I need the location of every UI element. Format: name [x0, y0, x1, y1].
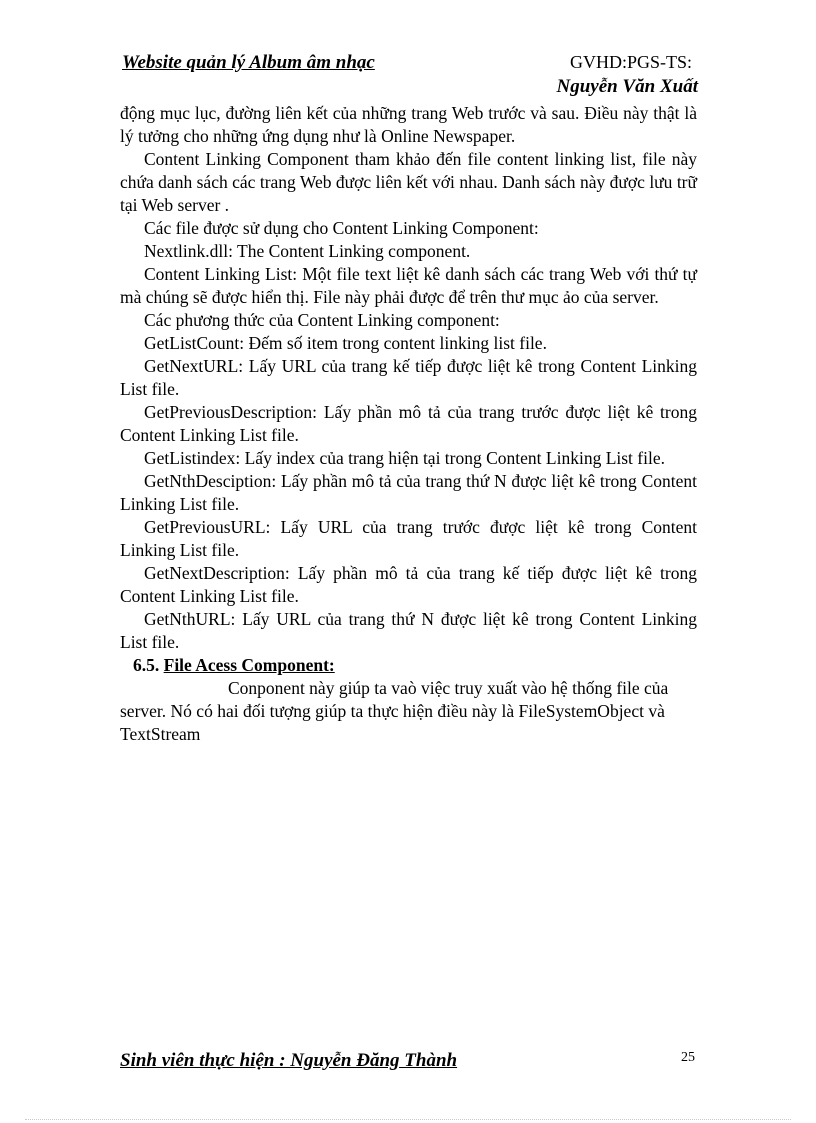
paragraph: GetListindex: Lấy index của trang hiện tại trong Content Linking List file. — [144, 448, 665, 468]
section-number: 6.5. — [133, 655, 160, 675]
paragraph: GetNthDesciption: Lấy phần mô tả của trang thứ N được liệt kê trong Content Linking List file. — [120, 471, 697, 514]
paragraph: Nextlink.dll: The Content Linking component. — [144, 241, 471, 261]
paragraph: Content Linking Component tham khảo đến file content linking list, file này chứa danh sách các trang Web được liên kết với nhau. Danh sách này được lưu trữ tại Web server . — [120, 149, 697, 215]
page-bottom-divider — [25, 1119, 791, 1120]
paragraph: động mục lục, đường liên kết của những trang Web trước và sau. Điều này thật là lý tưởng cho những ứng dụng như là Online Newspaper. — [120, 103, 697, 146]
paragraph: Content Linking List: Một file text liệt kê danh sách các trang Web với thứ tự mà chúng sẽ được hiển thị. File này phải được để trên thư mục ảo của server. — [120, 264, 697, 307]
paragraph: GetNextDescription: Lấy phần mô tả của trang kế tiếp được liệt kê trong Content Linking List file. — [120, 563, 697, 606]
header-title: Website quản lý Album âm nhạc — [122, 52, 375, 73]
footer-author: Sinh viên thực hiện : Nguyễn Đăng Thành — [120, 1050, 458, 1071]
paragraph: GetNextURL: Lấy URL của trang kế tiếp được liệt kê trong Content Linking List file. — [120, 356, 697, 399]
section-title: File Acess Component: — [163, 655, 335, 675]
paragraph: GetPreviousURL: Lấy URL của trang trước được liệt kê trong Content Linking List file. — [120, 517, 697, 560]
header-advisor-name: Nguyễn Văn Xuất — [556, 76, 698, 97]
paragraph: GetPreviousDescription: Lấy phần mô tả của trang trước được liệt kê trong Content Linking List file. — [120, 402, 697, 445]
paragraph: GetListCount: Đếm số item trong content linking list file. — [144, 333, 547, 353]
page-number: 25 — [681, 1050, 695, 1065]
section-paragraph: Conponent này giúp ta vaò việc truy xuất vào hệ thống file của server. Nó có hai đối tượng giúp ta thực hiện điều này là FileSystemObject và TextStream — [120, 678, 669, 744]
section-heading — [120, 654, 697, 677]
paragraph: GetNthURL: Lấy URL của trang thứ N được liệt kê trong Content Linking List file. — [120, 609, 697, 652]
header-advisor-label: GVHD:PGS-TS: — [570, 52, 693, 72]
body-text — [120, 102, 697, 746]
paragraph: Các phương thức của Content Linking component: — [144, 310, 500, 330]
paragraph: Các file được sử dụng cho Content Linking Component: — [144, 218, 539, 238]
